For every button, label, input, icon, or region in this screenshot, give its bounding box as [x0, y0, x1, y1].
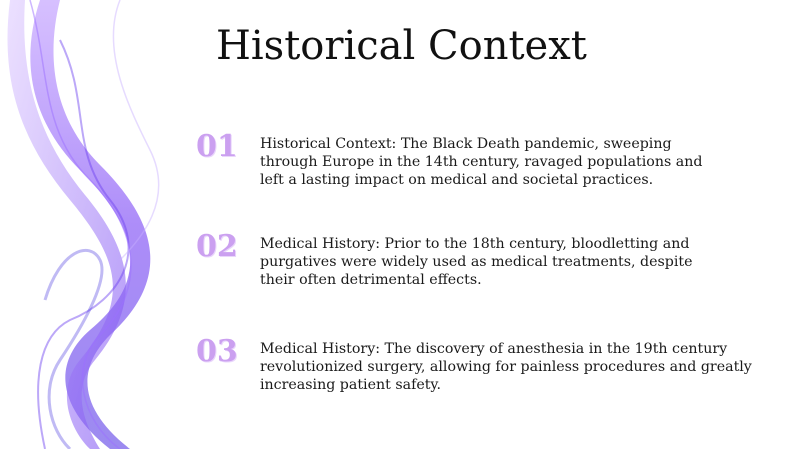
item-number: 02 [196, 229, 238, 264]
item-number: 03 [196, 334, 238, 369]
item-text: Medical History: Prior to the 18th century, bloodletting and purgatives were widely used as medical treatments, despite their often detrimental effects. [260, 236, 693, 288]
item-text: Medical History: The discovery of anesthesia in the 19th century revolutionized surgery, allowing for painless procedures and greatly increasing patient safety. [260, 341, 752, 393]
item-text: Historical Context: The Black Death pandemic, sweeping through Europe in the 14th century, ravaged populations and left a lasting impact on medical and societal practices. [260, 136, 703, 188]
slide-title: Historical Context [216, 23, 587, 69]
item-number: 01 [196, 129, 238, 164]
decorative-wave-graphic [0, 0, 200, 449]
